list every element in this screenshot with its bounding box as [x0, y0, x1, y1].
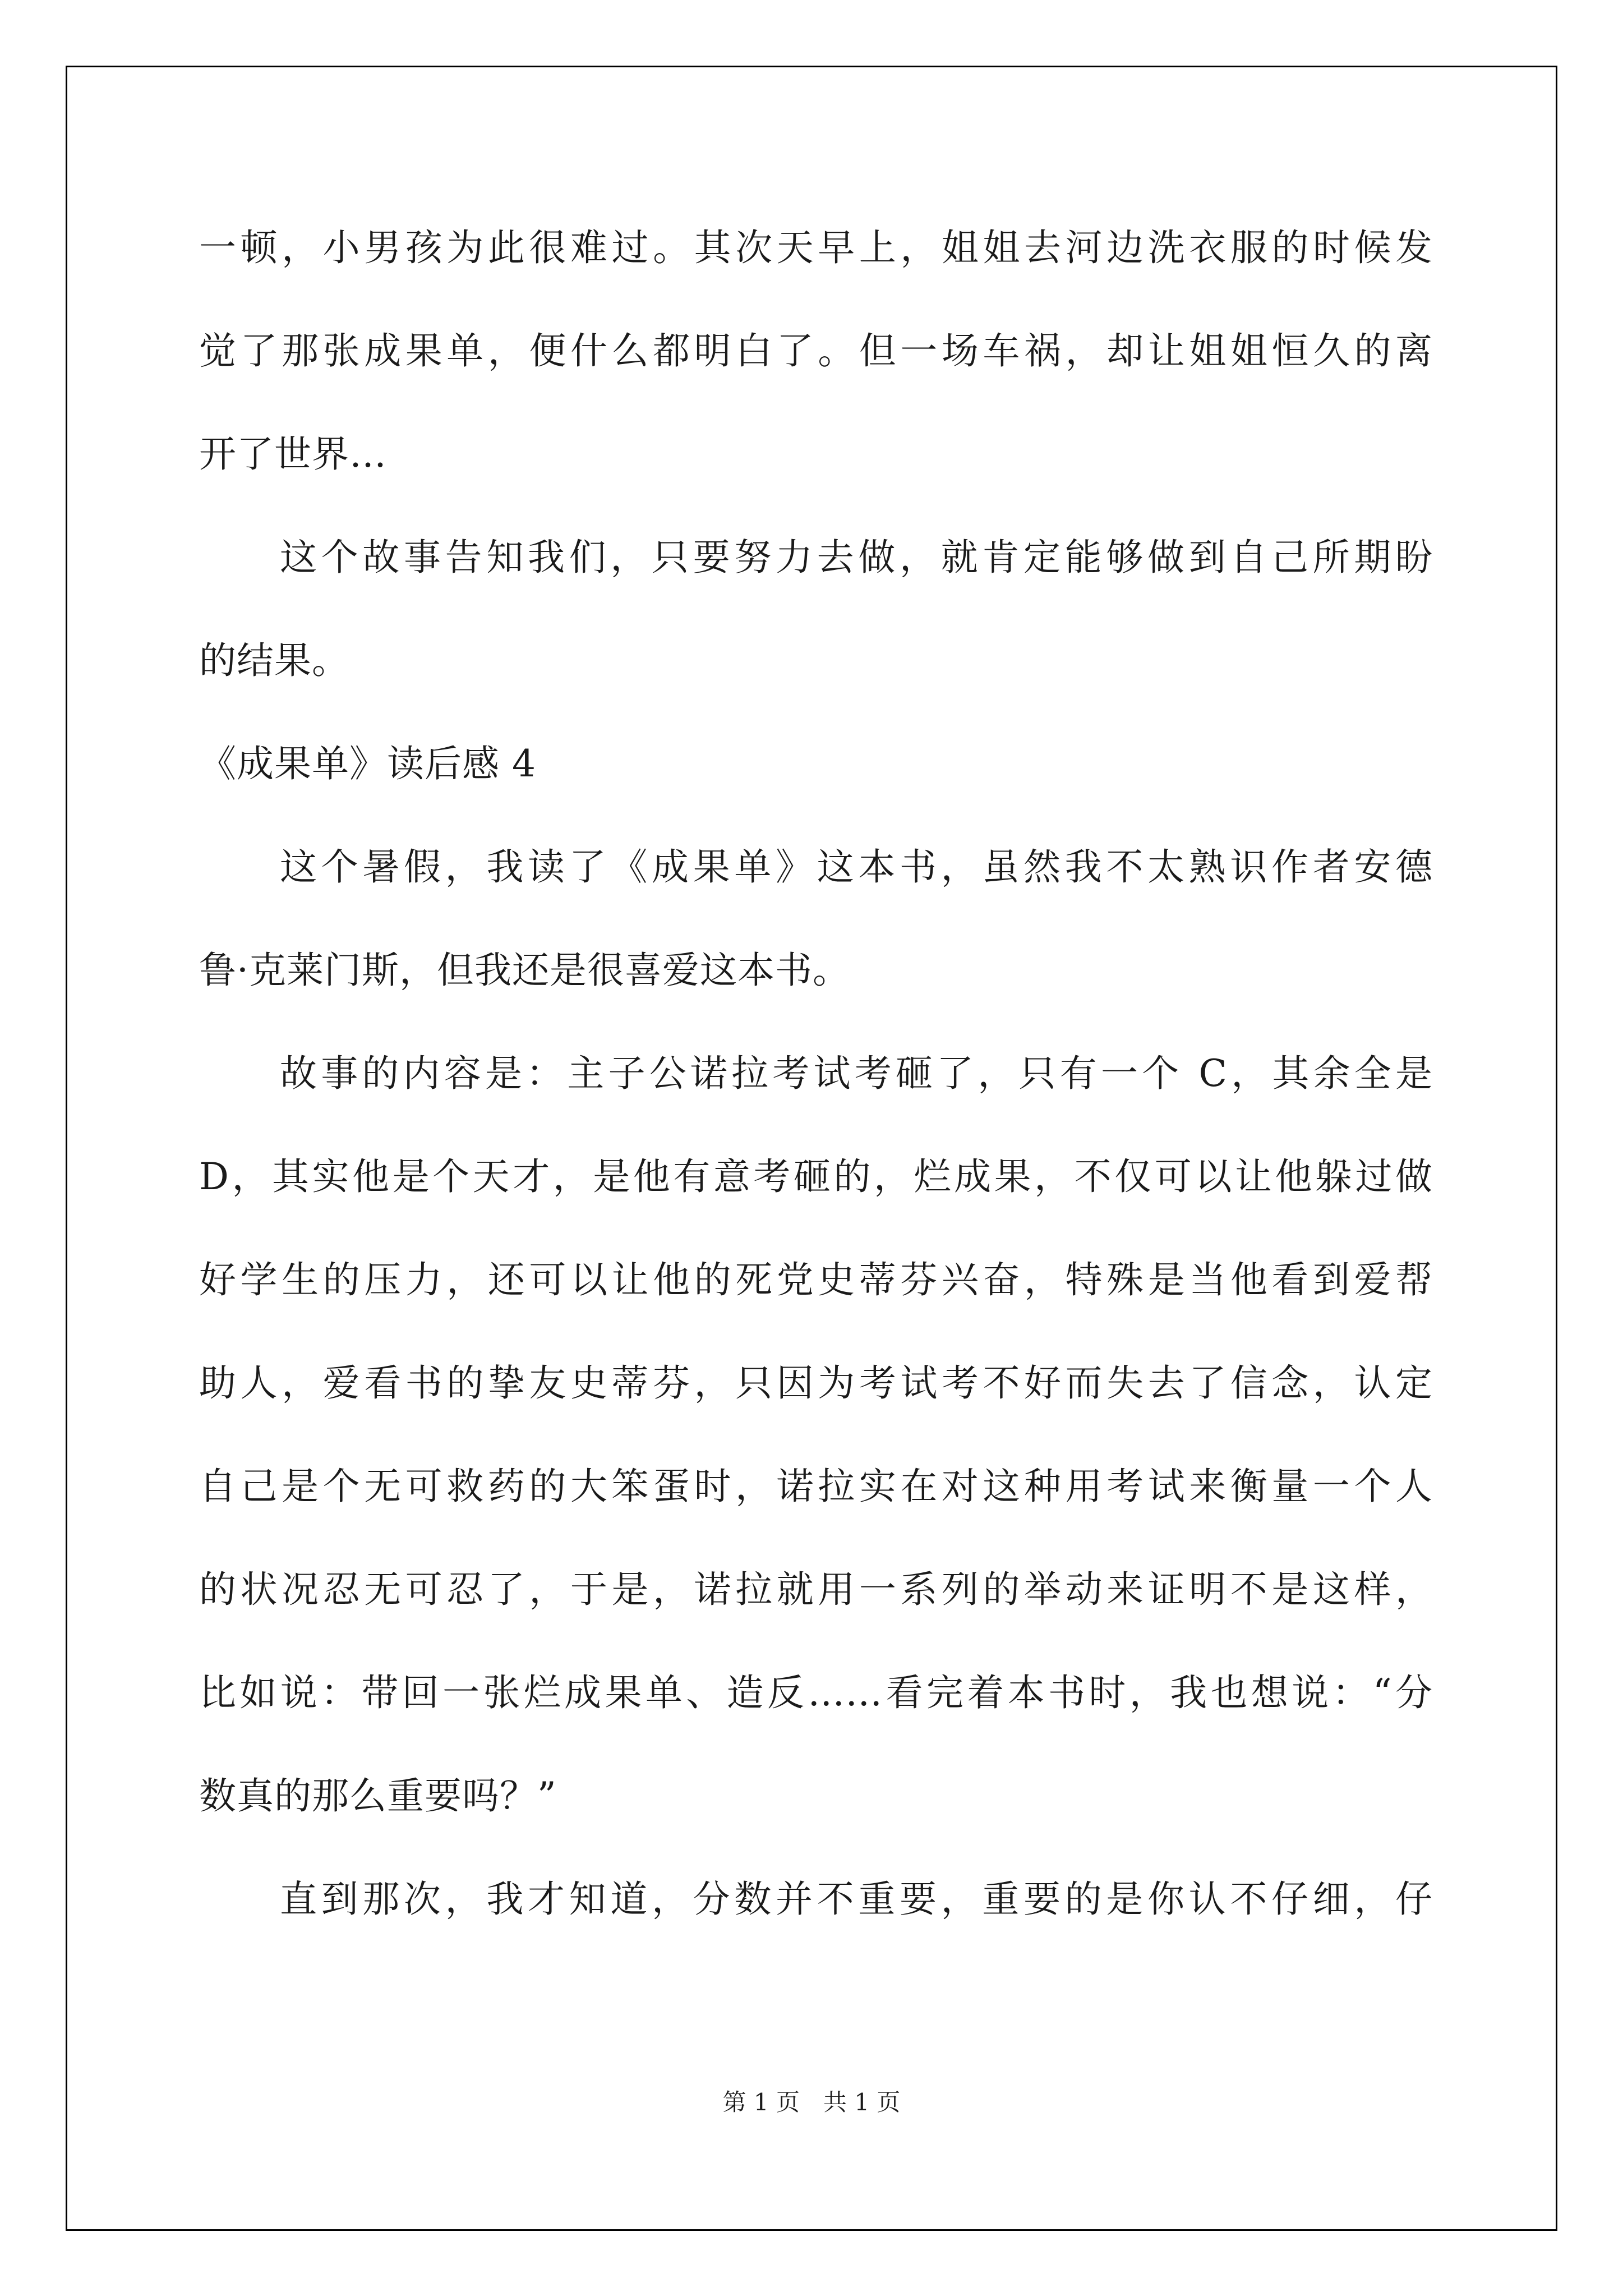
page-number-footer: 第 1 页 共 1 页: [722, 2088, 901, 2116]
body-line: 觉了那张成果单，便什么都明白了。但一场车祸，却让姐姐恒久的离: [199, 329, 1433, 372]
body-line: 的结果。: [199, 639, 349, 682]
body-line: 数真的那么重要吗？”: [199, 1774, 557, 1818]
body-line: 助人，爱看书的挚友史蒂芬，只因为考试考不好而失去了信念，认定: [199, 1361, 1433, 1405]
body-line: 的状况忍无可忍了，于是，诺拉就用一系列的举动来证明不是这样，: [199, 1568, 1433, 1611]
body-line: 好学生的压力，还可以让他的死党史蒂芬兴奋，特殊是当他看到爱帮: [199, 1258, 1433, 1301]
body-line: D，其实他是个天才，是他有意考砸的，烂成果，不仅可以让他躲过做: [199, 1155, 1433, 1198]
body-line: 开了世界…: [199, 432, 387, 476]
body-line: 比如说：带回一张烂成果单、造反……看完着本书时，我也想说：“分: [199, 1671, 1433, 1714]
body-line: 一顿，小男孩为此很难过。其次天早上，姐姐去河边洗衣服的时候发: [199, 226, 1433, 269]
document-body: [199, 196, 1433, 1951]
paragraph-start-line: 这个故事告知我们，只要努力去做，就肯定能够做到自己所期盼: [280, 536, 1433, 579]
paragraph-start-line: 故事的内容是：主子公诺拉考试考砸了，只有一个 C，其余全是: [280, 1052, 1433, 1095]
section-heading: 《成果单》读后感 4: [199, 742, 536, 785]
body-line: 自己是个无可救药的大笨蛋时，诺拉实在对这种用考试来衡量一个人: [199, 1465, 1433, 1508]
body-line: 鲁·克莱门斯，但我还是很喜爱这本书。: [199, 949, 850, 992]
paragraph-start-line: 直到那次，我才知道，分数并不重要，重要的是你认不仔细，仔: [280, 1878, 1433, 1921]
paragraph-start-line: 这个暑假，我读了《成果单》这本书，虽然我不太熟识作者安德: [280, 845, 1433, 889]
